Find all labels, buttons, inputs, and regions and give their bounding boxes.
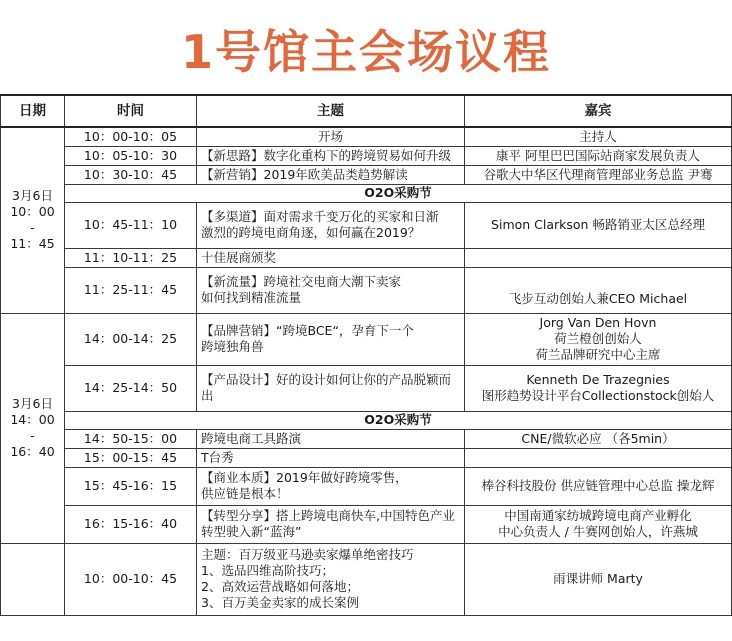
date-cell-day2: [1, 313, 65, 543]
topic-cell: [197, 267, 465, 313]
topic-line: 【多渠道】面对需求千变万化的买家和日渐: [201, 209, 439, 224]
topic-cell: 十佳展商颁奖: [197, 248, 465, 267]
table-row: [1, 267, 732, 313]
table-row: [1, 165, 732, 184]
header-date: 日期: [1, 95, 65, 127]
time-cell: 14：25-14：50: [65, 365, 197, 411]
time-cell: 11：10-11：25: [65, 248, 197, 267]
speaker-line: Jorg Van Den Hovn: [539, 315, 657, 330]
section-row: [1, 184, 732, 202]
table-row: [1, 248, 732, 267]
topic-cell: [197, 202, 465, 248]
date-line: 16：40: [10, 444, 55, 459]
table-row: [1, 448, 732, 467]
time-cell: 10：05-10：30: [65, 146, 197, 165]
page-title: 1号馆主会场议程: [180, 25, 551, 79]
speaker-cell: 飞步互动创始人兼CEO Michael: [465, 267, 732, 313]
date-line: 10：00: [10, 204, 55, 220]
table-row: [1, 467, 732, 505]
speaker-line: 荷兰品牌研究中心主席: [535, 347, 661, 362]
table-row: [1, 429, 732, 448]
date-cell-day1: [1, 127, 65, 313]
speaker-line: 图形趋势设计平台Collectionstock创始人: [481, 388, 715, 403]
topic-cell: 【新营销】2019年欧美品类趋势解读: [197, 165, 465, 184]
table-row: [1, 543, 732, 615]
topic-line: 主题：百万级亚马逊卖家爆单绝密技巧: [201, 547, 414, 562]
date-line: 11：45: [10, 236, 55, 252]
table-row: [1, 127, 732, 146]
topic-cell: 跨境电商工具路演: [197, 429, 465, 448]
topic-cell: [197, 543, 465, 615]
topic-line: 2、高效运营战略如何落地；: [201, 579, 359, 594]
time-cell: 15：00-15：45: [65, 448, 197, 467]
topic-cell: [197, 365, 465, 411]
time-cell: 14：50-15：00: [65, 429, 197, 448]
date-line: -: [30, 428, 35, 443]
time-cell: 10：30-10：45: [65, 165, 197, 184]
speaker-cell: [465, 313, 732, 365]
topic-line: 供应链是根本！: [201, 486, 289, 501]
speaker-cell: 谷歌大中华区代理商管理部业务总监 尹骞: [465, 165, 732, 184]
table-row: [1, 505, 732, 543]
topic-cell: [197, 505, 465, 543]
topic-line: 【转型分享】搭上跨境电商快车,中国特色产业: [201, 508, 455, 523]
speaker-cell: [465, 248, 732, 267]
time-cell: 14：00-14：25: [65, 313, 197, 365]
topic-line: 如何找到精准流量: [201, 290, 302, 305]
table-row: [1, 202, 732, 248]
date-line: 14：00: [10, 412, 55, 427]
time-cell: 16：15-16：40: [65, 505, 197, 543]
speaker-line: 中国南通家纺城跨境电商产业孵化: [504, 508, 692, 523]
speaker-cell: 康平 阿里巴巴国际站商家发展负责人: [465, 146, 732, 165]
time-cell: 11：25-11：45: [65, 267, 197, 313]
time-cell: 10：00-10：45: [65, 543, 197, 615]
topic-line: 跨境独角兽: [201, 339, 264, 354]
topic-line: 3、百万美金卖家的成长案例: [201, 595, 359, 610]
speaker-cell: Simon Clarkson 畅路销亚太区总经理: [465, 202, 732, 248]
topic-cell: T台秀: [197, 448, 465, 467]
header-topic: 主题: [197, 95, 465, 127]
date-line: 3月6日: [12, 396, 53, 411]
topic-line: 出: [201, 388, 214, 403]
date-line: 3月6日: [12, 188, 53, 204]
section-label: O2O采购节: [65, 411, 732, 429]
agenda-table: [0, 94, 732, 616]
section-label: O2O采购节: [65, 184, 732, 202]
table-row: [1, 146, 732, 165]
table-row: [1, 365, 732, 411]
date-cell-day3: [1, 543, 65, 615]
table-row: [1, 313, 732, 365]
time-cell: 10：45-11：10: [65, 202, 197, 248]
topic-line: 转型驶入新“蓝海”: [201, 524, 302, 539]
topic-line: 1、选品四维高阶技巧；: [201, 563, 334, 578]
speaker-cell: 雨课讲师 Marty: [465, 543, 732, 615]
time-cell: 10：00-10：05: [65, 127, 197, 146]
section-row: [1, 411, 732, 429]
speaker-cell: 棒谷科技股份 供应链管理中心总监 操龙辉: [465, 467, 732, 505]
time-cell: 15：45-16：15: [65, 467, 197, 505]
speaker-line: Kenneth De Trazegnies: [526, 372, 670, 387]
date-line: -: [30, 220, 35, 236]
topic-line: 【品牌营销】“跨境BCE“，孕育下一个: [201, 323, 414, 338]
topic-line: 【产品设计】好的设计如何让你的产品脱颖而: [201, 372, 452, 387]
header-time: 时间: [65, 95, 197, 127]
topic-line: 【新流量】跨境社交电商大潮下卖家: [201, 274, 402, 289]
topic-cell: 开场: [197, 127, 465, 146]
topic-line: 【商业本质】2019年做好跨境零售，: [201, 470, 408, 485]
topic-cell: [197, 467, 465, 505]
header-speaker: 嘉宾: [465, 95, 732, 127]
speaker-cell: [465, 448, 732, 467]
speaker-line: 中心负责人 / 牛赛网创始人，许燕城: [498, 524, 698, 539]
topic-cell: [197, 313, 465, 365]
speaker-cell: 主持人: [465, 127, 732, 146]
topic-line: 激烈的跨境电商角逐，如何赢在2019？: [201, 225, 421, 240]
speaker-cell: [465, 505, 732, 543]
topic-cell: 【新思路】数字化重构下的跨境贸易如何升级: [197, 146, 465, 165]
header-row: [1, 95, 732, 127]
speaker-line: 荷兰橙创创始人: [554, 331, 642, 346]
speaker-cell: CNE/微软必应 （各5min）: [465, 429, 732, 448]
speaker-cell: [465, 365, 732, 411]
